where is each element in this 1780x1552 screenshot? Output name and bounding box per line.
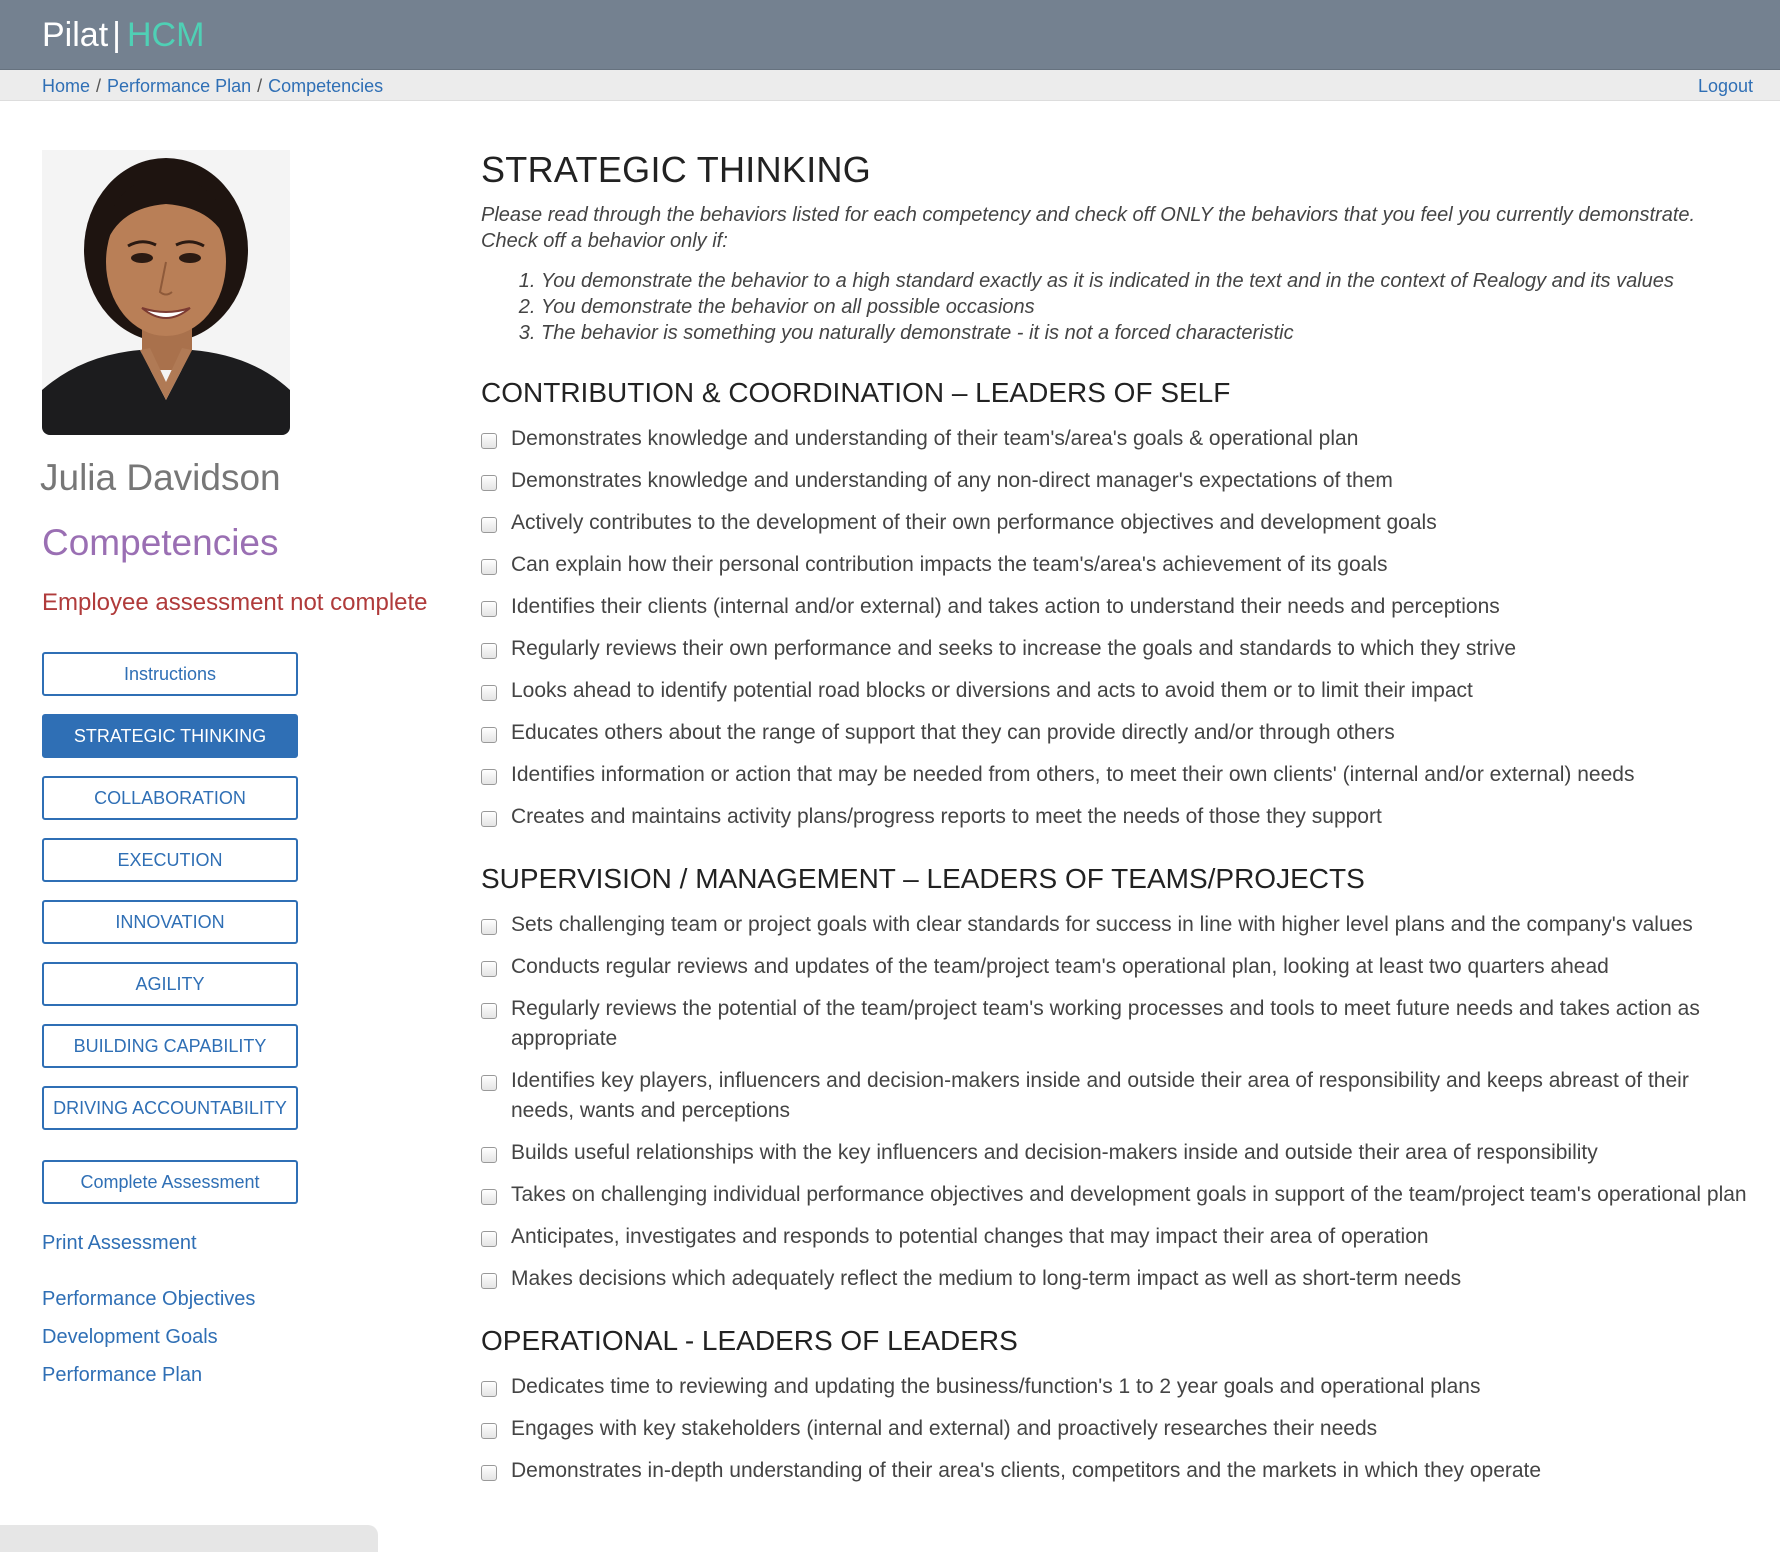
behavior-label: Makes decisions which adequately reflect the medium to long-term impact as well as short-term needs — [511, 1267, 1462, 1290]
section-heading: SUPERVISION / MANAGEMENT – LEADERS OF TEAMS/PROJECTS — [481, 863, 1365, 894]
instructions-button[interactable]: Instructions — [42, 652, 298, 696]
criteria-list — [541, 268, 1756, 346]
behavior-item[interactable] — [481, 592, 1756, 622]
behavior-checkbox[interactable] — [481, 1003, 497, 1019]
top-bar — [0, 0, 1780, 70]
behavior-checkbox[interactable] — [481, 811, 497, 827]
development-goals-link[interactable]: Development Goals — [42, 1326, 218, 1348]
employee-name: Julia Davidson — [40, 457, 281, 498]
brand-name: Pilat — [42, 16, 109, 54]
behavior-item[interactable] — [481, 1066, 1756, 1126]
behavior-label: Engages with key stakeholders (internal and external) and proactively researches their needs — [511, 1417, 1378, 1440]
behavior-item[interactable] — [481, 508, 1756, 538]
behavior-label: Takes on challenging individual performance objectives and development goals in support of the team/project team's operational plan — [511, 1183, 1747, 1206]
behavior-item[interactable] — [481, 1456, 1756, 1486]
behavior-label: Identifies information or action that may be needed from others, to meet their own clients' (internal and/or external) needs — [511, 763, 1635, 786]
criteria-item: 3. The behavior is something you naturally demonstrate - it is not a forced characteristic — [541, 320, 1756, 346]
behavior-checkbox[interactable] — [481, 475, 497, 491]
behavior-item[interactable] — [481, 910, 1756, 940]
behavior-label: Looks ahead to identify potential road blocks or diversions and acts to avoid them or to limit their impact — [511, 679, 1473, 702]
behavior-checkbox[interactable] — [481, 961, 497, 977]
behavior-label: Regularly reviews their own performance and seeks to increase the goals and standards to which they strive — [511, 637, 1517, 660]
performance-objectives-link[interactable]: Performance Objectives — [42, 1288, 256, 1310]
behavior-item[interactable] — [481, 676, 1756, 706]
behavior-label: Conducts regular reviews and updates of the team/project team's operational plan, looking at least two quarters ahead — [511, 955, 1609, 978]
behavior-item[interactable] — [481, 1222, 1756, 1252]
behavior-checkbox[interactable] — [481, 1231, 497, 1247]
behavior-item[interactable] — [481, 1264, 1756, 1294]
behavior-label: Actively contributes to the development of their own performance objectives and development goals — [511, 511, 1437, 534]
behavior-item[interactable] — [481, 802, 1756, 832]
behavior-item[interactable] — [481, 466, 1756, 496]
behavior-item[interactable] — [481, 550, 1756, 580]
employee-photo — [42, 150, 290, 435]
innovation-button[interactable]: INNOVATION — [42, 900, 298, 944]
behavior-checkbox[interactable] — [481, 727, 497, 743]
behavior-checkbox[interactable] — [481, 1423, 497, 1439]
brand-logo[interactable] — [42, 15, 204, 55]
behavior-item[interactable] — [481, 1372, 1756, 1402]
breadcrumb-bar — [0, 70, 1780, 101]
behavior-checkbox[interactable] — [481, 1189, 497, 1205]
brand-separator: | — [112, 16, 121, 54]
criteria-item: 1. You demonstrate the behavior to a high standard exactly as it is indicated in the text and in the context of Realogy and its values — [541, 268, 1756, 294]
behavior-checkbox[interactable] — [481, 1381, 497, 1397]
behavior-checkbox[interactable] — [481, 685, 497, 701]
behavior-label: Builds useful relationships with the key influencers and decision-makers inside and outside their area of responsibility — [511, 1141, 1598, 1164]
intro-paragraph: Please read through the behaviors listed for each competency and check off ONLY the behaviors that you feel you currently demonstrate. Check off a behavior only if: — [481, 204, 1696, 252]
behavior-checkbox[interactable] — [481, 919, 497, 935]
behavior-item[interactable] — [481, 952, 1756, 982]
avatar — [42, 150, 290, 435]
behavior-checkbox[interactable] — [481, 1273, 497, 1289]
sidebar-scrollbar[interactable] — [0, 1525, 378, 1552]
driving-accountability-button[interactable]: DRIVING ACCOUNTABILITY — [42, 1086, 298, 1130]
page-title: STRATEGIC THINKING — [481, 149, 872, 190]
section-heading: CONTRIBUTION & COORDINATION – LEADERS OF SELF — [481, 377, 1231, 408]
instructions-text — [481, 202, 1756, 346]
behavior-item[interactable] — [481, 1414, 1756, 1444]
criteria-item: 2. You demonstrate the behavior on all possible occasions — [541, 294, 1756, 320]
behavior-checkbox[interactable] — [481, 1075, 497, 1091]
breadcrumb-separator: / — [257, 76, 263, 96]
breadcrumb-home[interactable]: Home — [42, 76, 91, 96]
behavior-label: Dedicates time to reviewing and updating the business/function's 1 to 2 year goals and operational plans — [511, 1375, 1481, 1398]
behavior-item[interactable] — [481, 1180, 1756, 1210]
behavior-checkbox[interactable] — [481, 433, 497, 449]
behavior-label: Creates and maintains activity plans/progress reports to meet the needs of those they support — [511, 805, 1382, 828]
section-title: Competencies — [42, 522, 279, 563]
behavior-item[interactable] — [481, 1138, 1756, 1168]
behavior-checkbox[interactable] — [481, 559, 497, 575]
behavior-label: Anticipates, investigates and responds to potential changes that may impact their area of operation — [511, 1225, 1429, 1248]
breadcrumb-separator: / — [96, 76, 102, 96]
behavior-item[interactable] — [481, 760, 1756, 790]
behavior-label: Identifies key players, influencers and decision-makers inside and outside their area of responsibility and keeps abreast of their needs, wants and perceptions — [511, 1069, 1689, 1122]
strategic-thinking-button[interactable]: STRATEGIC THINKING — [42, 714, 298, 758]
behavior-checkbox[interactable] — [481, 1465, 497, 1481]
behavior-label: Sets challenging team or project goals with clear standards for success in line with higher level plans and the company's values — [511, 913, 1693, 936]
behavior-label: Regularly reviews the potential of the team/project team's working processes and tools to meet future needs and takes action as appropriate — [511, 997, 1700, 1050]
section-heading: OPERATIONAL - LEADERS OF LEADERS — [481, 1325, 1018, 1356]
breadcrumb-competencies[interactable]: Competencies — [268, 76, 384, 96]
assessment-status: Employee assessment not complete — [42, 589, 428, 616]
behavior-checkbox[interactable] — [481, 643, 497, 659]
behavior-checkbox[interactable] — [481, 769, 497, 785]
execution-button[interactable]: EXECUTION — [42, 838, 298, 882]
behavior-label: Demonstrates knowledge and understanding of their team's/area's goals & operational plan — [511, 427, 1359, 450]
performance-plan-link[interactable]: Performance Plan — [42, 1364, 203, 1386]
brand-product: HCM — [126, 16, 205, 54]
behavior-item[interactable] — [481, 634, 1756, 664]
breadcrumb-performance-plan[interactable]: Performance Plan — [107, 76, 252, 96]
behavior-label: Educates others about the range of support that they can provide directly and/or through others — [511, 721, 1395, 744]
behavior-label: Identifies their clients (internal and/or external) and takes action to understand their needs and perceptions — [511, 595, 1500, 618]
behavior-item[interactable] — [481, 424, 1756, 454]
main-content — [481, 148, 1756, 1498]
behavior-label: Demonstrates knowledge and understanding of any non-direct manager's expectations of them — [511, 469, 1393, 492]
behavior-checkbox[interactable] — [481, 601, 497, 617]
behavior-label: Can explain how their personal contribution impacts the team's/area's achievement of its goals — [511, 553, 1388, 576]
building-capability-button[interactable]: BUILDING CAPABILITY — [42, 1024, 298, 1068]
breadcrumb — [42, 75, 383, 97]
behavior-item[interactable] — [481, 718, 1756, 748]
behavior-checkbox[interactable] — [481, 1147, 497, 1163]
behavior-checkbox[interactable] — [481, 517, 497, 533]
collaboration-button[interactable]: COLLABORATION — [42, 776, 298, 820]
logout-link[interactable]: Logout — [1697, 76, 1753, 96]
behavior-item[interactable] — [481, 994, 1756, 1054]
behavior-label: Demonstrates in-depth understanding of their area's clients, competitors and the markets in which they operate — [511, 1459, 1542, 1482]
competency-sections — [481, 376, 1756, 1486]
print-assessment-link[interactable]: Print Assessment — [42, 1232, 197, 1254]
agility-button[interactable]: AGILITY — [42, 962, 298, 1006]
complete-assessment-button[interactable]: Complete Assessment — [42, 1160, 298, 1204]
